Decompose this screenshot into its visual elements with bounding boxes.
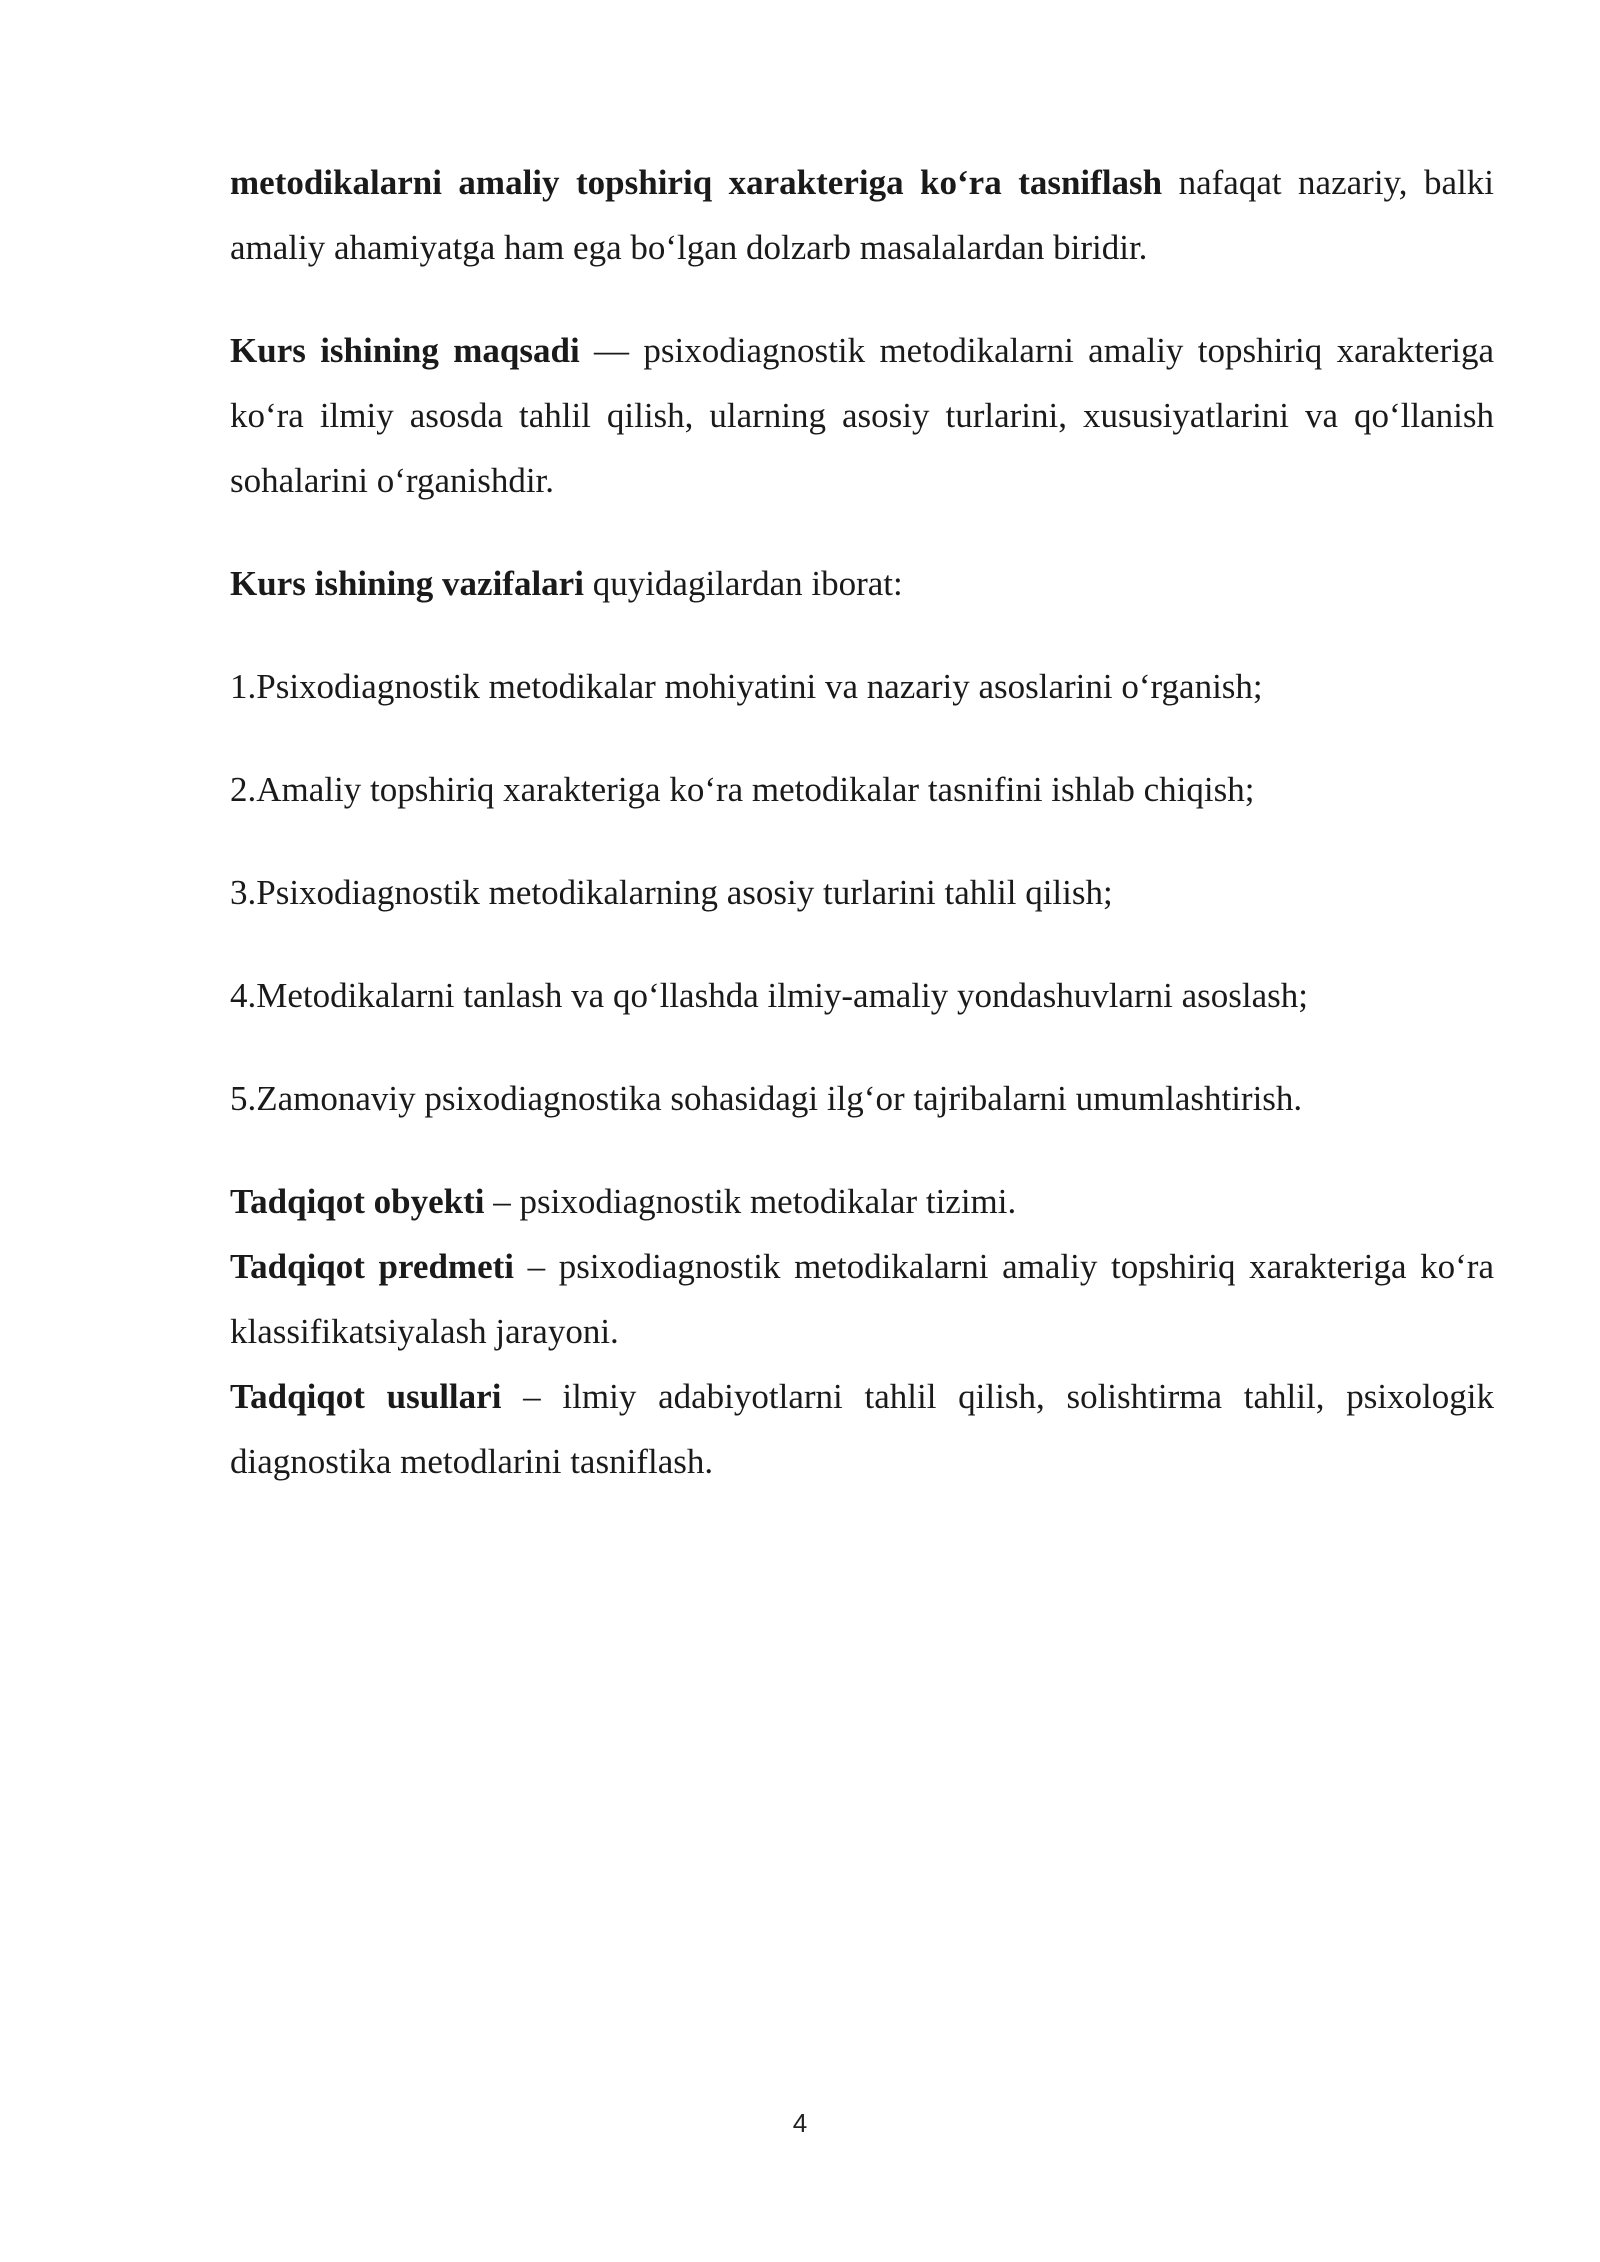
- goal-heading: Kurs ishining maqsadi: [230, 331, 580, 370]
- goal-paragraph: [230, 318, 1494, 513]
- object-paragraph: [230, 1169, 1494, 1234]
- methods-paragraph: [230, 1364, 1494, 1494]
- tasks-intro-text: quyidagilardan iborat:: [583, 564, 903, 603]
- methods-heading: Tadqiqot usullari: [230, 1377, 502, 1416]
- object-heading: Tadqiqot obyekti: [230, 1182, 485, 1221]
- page-number: 4: [792, 2108, 808, 2138]
- intro-paragraph: [230, 150, 1494, 280]
- task-item: 2.Amaliy topshiriq xarakteriga ko‘ra metodikalar tasnifini ishlab chiqish;: [230, 770, 1255, 809]
- intro-bold-text: metodikalarni amaliy topshiriq xarakteriga ko‘ra tasniflash: [230, 163, 1163, 202]
- tasks-heading: Kurs ishining vazifalari: [230, 564, 584, 603]
- tasks-paragraph: [230, 551, 1494, 616]
- object-text: – psixodiagnostik metodikalar tizimi.: [484, 1182, 1017, 1221]
- subject-paragraph: [230, 1234, 1494, 1364]
- task-item: 5.Zamonaviy psixodiagnostika sohasidagi ilg‘or tajribalarni umumlashtirish.: [230, 1079, 1303, 1118]
- subject-heading: Tadqiqot predmeti: [230, 1247, 514, 1286]
- task-item: 4.Metodikalarni tanlash va qo‘llashda ilmiy-amaliy yondashuvlarni asoslash;: [230, 976, 1308, 1015]
- methods-text: – ilmiy adabiyotlarni tahlil qilish, solishtirma tahlil, psixologik diagnostika metodlarini tasniflash.: [230, 1377, 1494, 1481]
- task-item: 3.Psixodiagnostik metodikalarning asosiy turlarini tahlil qilish;: [230, 873, 1113, 912]
- document-page: [230, 150, 1494, 1494]
- subject-text: – psixodiagnostik metodikalarni amaliy topshiriq xarakteriga ko‘ra klassifikatsiyalash jarayoni.: [230, 1247, 1494, 1351]
- intro-text: nafaqat nazariy, balki amaliy ahamiyatga ham ega bo‘lgan dolzarb masalalardan biridir.: [230, 163, 1494, 267]
- task-item: 1.Psixodiagnostik metodikalar mohiyatini va nazariy asoslarini o‘rganish;: [230, 667, 1263, 706]
- goal-text: — psixodiagnostik metodikalarni amaliy topshiriq xarakteriga ko‘ra ilmiy asosda tahlil qilish, ularning asosiy turlarini, xususiyatlarini va qo‘llanish sohalarini o‘rganishdir.: [230, 331, 1494, 500]
